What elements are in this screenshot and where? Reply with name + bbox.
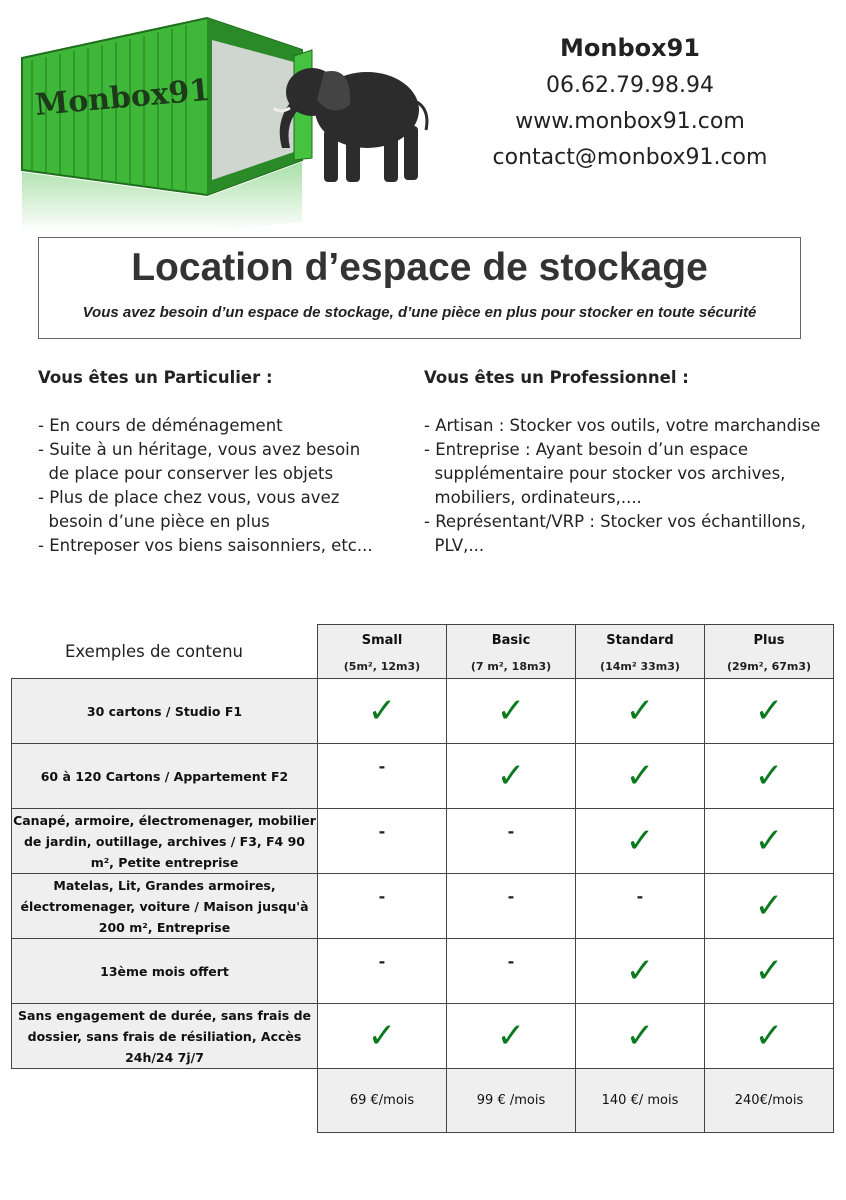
list-item: - En cours de déménagement <box>38 416 283 435</box>
cell <box>318 679 447 744</box>
cell <box>447 809 576 874</box>
list-item: - Entreprise : Ayant besoin d’un espace <box>424 440 749 459</box>
cell <box>447 679 576 744</box>
list-item: - Suite à un héritage, vous avez besoin <box>38 440 361 459</box>
check-icon: ✓ <box>496 1016 526 1056</box>
plan-basic-header <box>447 625 576 679</box>
dash-icon: - <box>507 821 515 841</box>
list-item: - Artisan : Stocker vos outils, votre marchandise <box>424 416 821 435</box>
check-icon: ✓ <box>754 886 784 926</box>
cell <box>576 744 705 809</box>
logo-text: Monbox91 <box>33 72 212 123</box>
check-icon: ✓ <box>367 1016 397 1056</box>
check-icon: ✓ <box>754 691 784 731</box>
row-label: 13ème mois offert <box>12 939 318 1004</box>
cell <box>576 874 705 939</box>
check-icon: ✓ <box>625 756 655 796</box>
cell <box>576 939 705 1004</box>
row-label: Sans engagement de durée, sans frais de dossier, sans frais de résiliation, Accès 24h/24 7j/7 <box>12 1004 318 1069</box>
check-icon: ✓ <box>625 821 655 861</box>
list-item: mobiliers, ordinateurs,.... <box>424 488 642 507</box>
page-subtitle: Vous avez besoin d’un espace de stockage, d’une pièce en plus pour stocker en toute sécurité <box>82 304 757 321</box>
price-row-blank <box>12 1069 318 1133</box>
table-row <box>12 679 834 744</box>
email-link[interactable]: contact@monbox91.com <box>492 145 768 170</box>
plan-name: Basic <box>491 632 531 648</box>
check-icon: ✓ <box>625 951 655 991</box>
cell <box>447 874 576 939</box>
dash-icon: - <box>507 886 515 906</box>
table-corner <box>12 625 318 679</box>
plan-size: (14m² 33m3) <box>600 659 680 673</box>
dash-icon: - <box>378 886 386 906</box>
table-row <box>12 874 834 939</box>
table-caption: Exemples de contenu <box>65 642 243 661</box>
plan-small-header <box>318 625 447 679</box>
plan-size: (7 m², 18m3) <box>470 659 552 673</box>
cell <box>318 874 447 939</box>
check-icon: ✓ <box>625 691 655 731</box>
professionnel-section <box>424 366 834 558</box>
monbox91-logo <box>12 10 432 232</box>
cell <box>318 1004 447 1069</box>
dash-icon: - <box>378 756 386 776</box>
list-item: - Plus de place chez vous, vous avez <box>38 488 340 507</box>
plan-name: Standard <box>606 632 674 648</box>
row-label: Canapé, armoire, électromenager, mobilier de jardin, outillage, archives / F3, F4 90 m², Petite entreprise <box>12 809 318 874</box>
list-item: - Représentant/VRP : Stocker vos échantillons, <box>424 512 806 531</box>
row-label: 60 à 120 Cartons / Appartement F2 <box>12 744 318 809</box>
dash-icon: - <box>378 821 386 841</box>
list-item: PLV,... <box>424 536 485 555</box>
table-row <box>12 1004 834 1069</box>
table-row <box>12 809 834 874</box>
cell <box>447 744 576 809</box>
cell <box>705 744 834 809</box>
cell <box>576 1004 705 1069</box>
price-row <box>12 1069 834 1133</box>
plan-name: Plus <box>753 632 785 648</box>
page-title: Location d’espace de stockage <box>131 246 708 289</box>
table-row <box>12 744 834 809</box>
cell <box>705 1004 834 1069</box>
cell <box>576 809 705 874</box>
plan-header-row <box>12 625 834 679</box>
cell <box>447 1004 576 1069</box>
particulier-section <box>38 366 398 558</box>
price-basic: 99 € /mois <box>447 1069 576 1133</box>
pricing-table <box>11 624 834 1133</box>
dash-icon: - <box>507 951 515 971</box>
row-label: 30 cartons / Studio F1 <box>12 679 318 744</box>
price-plus: 240€/mois <box>705 1069 834 1133</box>
cell <box>705 809 834 874</box>
cell <box>705 939 834 1004</box>
company-name: Monbox91 <box>559 34 700 62</box>
list-item: de place pour conserver les objets <box>38 464 334 483</box>
cell <box>318 809 447 874</box>
cell <box>705 874 834 939</box>
website-link[interactable]: www.monbox91.com <box>515 109 745 134</box>
row-label: Matelas, Lit, Grandes armoires, électromenager, voiture / Maison jusqu'à 200 m², Entreprise <box>12 874 318 939</box>
list-item: besoin d’une pièce en plus <box>38 512 270 531</box>
professionnel-heading: Vous êtes un Professionnel : <box>424 368 689 387</box>
plan-name: Small <box>361 632 403 648</box>
dash-icon: - <box>636 886 644 906</box>
price-standard: 140 €/ mois <box>576 1069 705 1133</box>
plan-size: (5m², 12m3) <box>343 659 421 673</box>
check-icon: ✓ <box>754 1016 784 1056</box>
table-row <box>12 939 834 1004</box>
check-icon: ✓ <box>625 1016 655 1056</box>
check-icon: ✓ <box>754 951 784 991</box>
check-icon: ✓ <box>496 756 526 796</box>
contact-block <box>470 30 790 170</box>
plan-size: (29m², 67m3) <box>726 659 812 673</box>
phone-number[interactable]: 06.62.79.98.94 <box>546 73 714 98</box>
title-box <box>38 237 801 339</box>
check-icon: ✓ <box>754 756 784 796</box>
plan-plus-header <box>705 625 834 679</box>
price-small: 69 €/mois <box>318 1069 447 1133</box>
dash-icon: - <box>378 951 386 971</box>
check-icon: ✓ <box>754 821 784 861</box>
check-icon: ✓ <box>367 691 397 731</box>
list-item: - Entreposer vos biens saisonniers, etc... <box>38 536 373 555</box>
cell <box>318 744 447 809</box>
cell <box>705 679 834 744</box>
cell <box>576 679 705 744</box>
list-item: supplémentaire pour stocker vos archives, <box>424 464 786 483</box>
cell <box>447 939 576 1004</box>
plan-standard-header <box>576 625 705 679</box>
check-icon: ✓ <box>496 691 526 731</box>
particulier-heading: Vous êtes un Particulier : <box>38 368 273 387</box>
cell <box>318 939 447 1004</box>
